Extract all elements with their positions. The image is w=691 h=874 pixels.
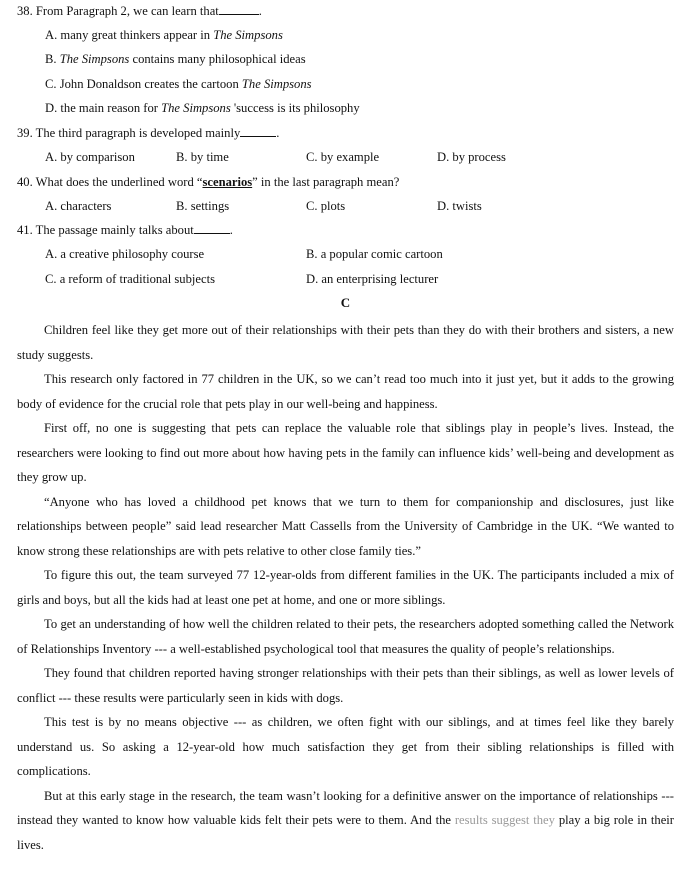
paragraph: “Anyone who has loved a childhood pet knows that we turn to them for companionship and disclosures, just like relationships between people” said lead researcher Matt Cassells from the University of Cambridge in the UK. “We wanted to know strong these relationships are with pets relative to other close family ties.”	[17, 494, 674, 558]
option-39-a: A. by comparison	[45, 150, 135, 164]
answer-blank	[240, 126, 276, 137]
question-stem: 38. From Paragraph 2, we can learn that	[17, 4, 219, 18]
option-41-d: D. an enterprising lecturer	[306, 272, 439, 286]
question-stem: 41. The passage mainly talks about	[17, 223, 194, 237]
option-38-a: A. many great thinkers appear in The Simpsons	[45, 28, 283, 42]
paragraph: Children feel like they get more out of their relationships with their pets than they do with their brothers and sisters, a new study suggests.	[17, 323, 674, 362]
option-39-d: D. by process	[437, 150, 506, 164]
option-41-c: C. a reform of traditional subjects	[45, 272, 215, 286]
option-38-b: B. The Simpsons contains many philosophical ideas	[45, 52, 306, 66]
question-39: 39. The third paragraph is developed mainly .	[17, 126, 280, 140]
underlined-keyword: scenarios	[202, 175, 253, 189]
option-38-d: D. the main reason for The Simpsons 'success is its philosophy	[45, 101, 360, 115]
answer-blank	[194, 223, 230, 234]
paragraph: To get an understanding of how well the children related to their pets, the researchers adopted something called the Network of Relationships Inventory --- a well-established psychological tool that measures the quality of people’s relationships.	[17, 617, 674, 656]
paragraph-last: But at this early stage in the research, the team wasn’t looking for a definitive answer on the importance of relationships --- instead they wanted to know how valuable kids felt their pets were to them. And the results suggest they play a big role in their lives.	[17, 788, 674, 852]
option-40-a: A. characters	[45, 199, 112, 213]
question-41: 41. The passage mainly talks about .	[17, 223, 233, 237]
option-41-b: B. a popular comic cartoon	[306, 247, 443, 261]
reading-passage	[17, 318, 674, 857]
paragraph: They found that children reported having stronger relationships with their pets than their siblings, as well as lower levels of conflict --- these results were particularly seen in kids with dogs.	[17, 666, 674, 705]
question-stem: 39. The third paragraph is developed mainly	[17, 126, 241, 140]
option-38-c: C. John Donaldson creates the cartoon The Simpsons	[45, 77, 312, 91]
option-39-b: B. by time	[176, 150, 229, 164]
paragraph: This research only factored in 77 children in the UK, so we can’t read too much into it just yet, but it adds to the growing body of evidence for the crucial role that pets play in our well-being and happiness.	[17, 372, 674, 411]
option-39-c: C. by example	[306, 150, 380, 164]
option-40-c: C. plots	[306, 199, 346, 213]
paragraph: To figure this out, the team surveyed 77 12-year-olds from different families in the UK. The participants included a mix of girls and boys, but all the kids had at least one pet at home, and one or more siblings.	[17, 568, 674, 607]
faded-text: results suggest they	[454, 813, 555, 827]
paragraph: First off, no one is suggesting that pets can replace the valuable role that siblings play in people’s lives. Instead, the researchers were looking to find out more about how having pets in the family can influence kids’ well-being and development as they grow up.	[17, 421, 674, 484]
option-40-b: B. settings	[176, 199, 230, 213]
question-40: 40. What does the underlined word “scenarios” in the last paragraph mean?	[17, 175, 400, 189]
section-title: C	[340, 295, 351, 310]
question-stem: 40. What does the underlined word “	[17, 175, 203, 189]
answer-blank	[219, 4, 259, 15]
option-40-d: D. twists	[437, 199, 482, 213]
option-41-a: A. a creative philosophy course	[45, 247, 205, 261]
paragraph: This test is by no means objective --- as children, we often fight with our siblings, and at times feel like they barely understand us. So asking a 12-year-old how much satisfaction they get from their sibling relationships is filled with complications.	[17, 715, 674, 778]
question-38: 38. From Paragraph 2, we can learn that .	[17, 4, 262, 18]
